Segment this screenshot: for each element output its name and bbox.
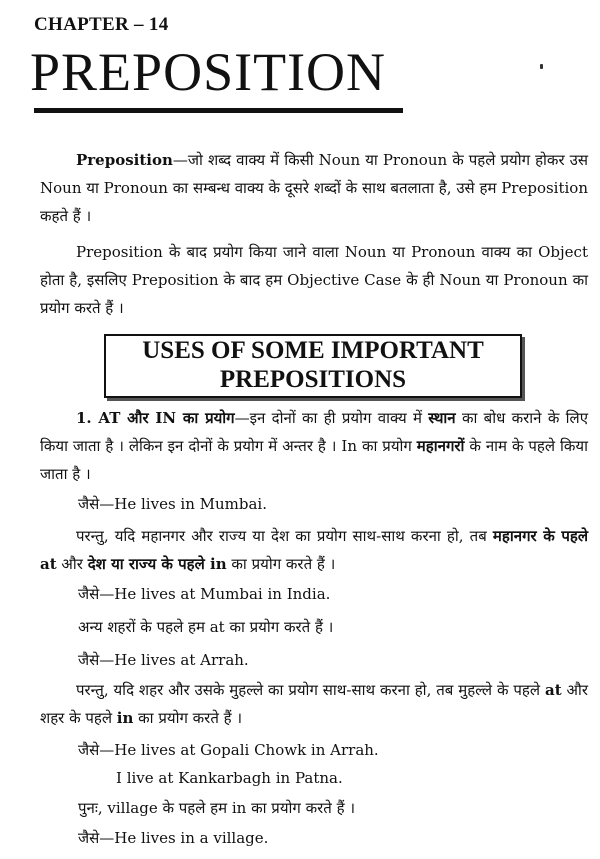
- section1-heading: 1. AT और IN का प्रयोग: [76, 409, 235, 427]
- at-in-paragraph: [40, 404, 588, 488]
- section-heading-line2: PREPOSITIONS: [219, 366, 407, 393]
- example-2: जैसे—He lives at Mumbai in India.: [78, 585, 331, 603]
- section-heading-box: [104, 334, 522, 398]
- section1-text-a: —इन दोनों का ही प्रयोग वाक्य में: [234, 409, 429, 427]
- section1-text-c: के नाम के पहले किया जाता है ।: [40, 437, 588, 483]
- definition-text: —जो शब्द वाक्य में किसी Noun या Pronoun के पहले प्रयोग होकर उस Noun या Pronoun का सम्बन्ध वाक्य के दूसरे शब्दों के साथ बतलाता है, उसे हम Preposition कहते हैं ।: [40, 151, 588, 225]
- rule4-bold-1: at: [544, 681, 562, 699]
- chapter-label: CHAPTER – 14: [34, 14, 169, 35]
- example-4a: जैसे—He lives at Gopali Chowk in Arrah.: [78, 741, 379, 759]
- object-paragraph: Preposition के बाद प्रयोग किया जाने वाला Noun या Pronoun वाक्य का Object होता है, इसलिए Preposition के बाद हम Objective Case के ही Noun या Pronoun का प्रयोग करते हैं ।: [40, 243, 588, 317]
- example-5: जैसे—He lives in a village.: [78, 829, 269, 847]
- section1-bold-metro: महानगरों: [416, 437, 465, 455]
- definition-paragraph: [40, 146, 588, 230]
- example-4b: I live at Kankarbagh in Patna.: [116, 769, 343, 787]
- print-speck: [540, 64, 543, 69]
- rule2-bold-2: देश या राज्य के पहले in: [87, 555, 227, 573]
- term-preposition: Preposition: [76, 151, 173, 169]
- rule4-text-mid: और शहर के पहले: [40, 681, 588, 727]
- rule4-text-end: का प्रयोग करते हैं ।: [133, 709, 243, 727]
- rule-other-cities: अन्य शहरों के पहले हम at का प्रयोग करते हैं ।: [78, 618, 334, 636]
- rule-village: पुनः, village के पहले हम in का प्रयोग करते हैं ।: [78, 799, 356, 817]
- section-heading-line1: USES OF SOME IMPORTANT: [142, 337, 484, 364]
- title-underline: [34, 108, 403, 113]
- rule-metro-country: [40, 522, 588, 578]
- rule4-bold-2: in: [116, 709, 134, 727]
- rule2-text-a: परन्तु, यदि महानगर और राज्य या देश का प्रयोग साथ-साथ करना हो, तब: [76, 527, 493, 545]
- rule4-text-a: परन्तु, यदि शहर और उसके मुहल्ले का प्रयोग साथ-साथ करना हो, तब मुहल्ले के पहले: [76, 681, 545, 699]
- rule2-bold-1: महानगर के पहले at: [40, 527, 588, 573]
- rule2-text-end: का प्रयोग करते हैं ।: [226, 555, 336, 573]
- section1-text-b: का बोध कराने के लिए किया जाता है । लेकिन इन दोनों के प्रयोग में अन्तर है । In का प्रयोग: [40, 409, 588, 455]
- example-1: जैसे—He lives in Mumbai.: [78, 495, 267, 513]
- chapter-title: PREPOSITION: [30, 42, 387, 102]
- section1-bold-place: स्थान: [428, 409, 456, 427]
- rule2-text-mid: और: [56, 555, 88, 573]
- rule-locality-city: [40, 676, 588, 732]
- example-3: जैसे—He lives at Arrah.: [78, 651, 249, 669]
